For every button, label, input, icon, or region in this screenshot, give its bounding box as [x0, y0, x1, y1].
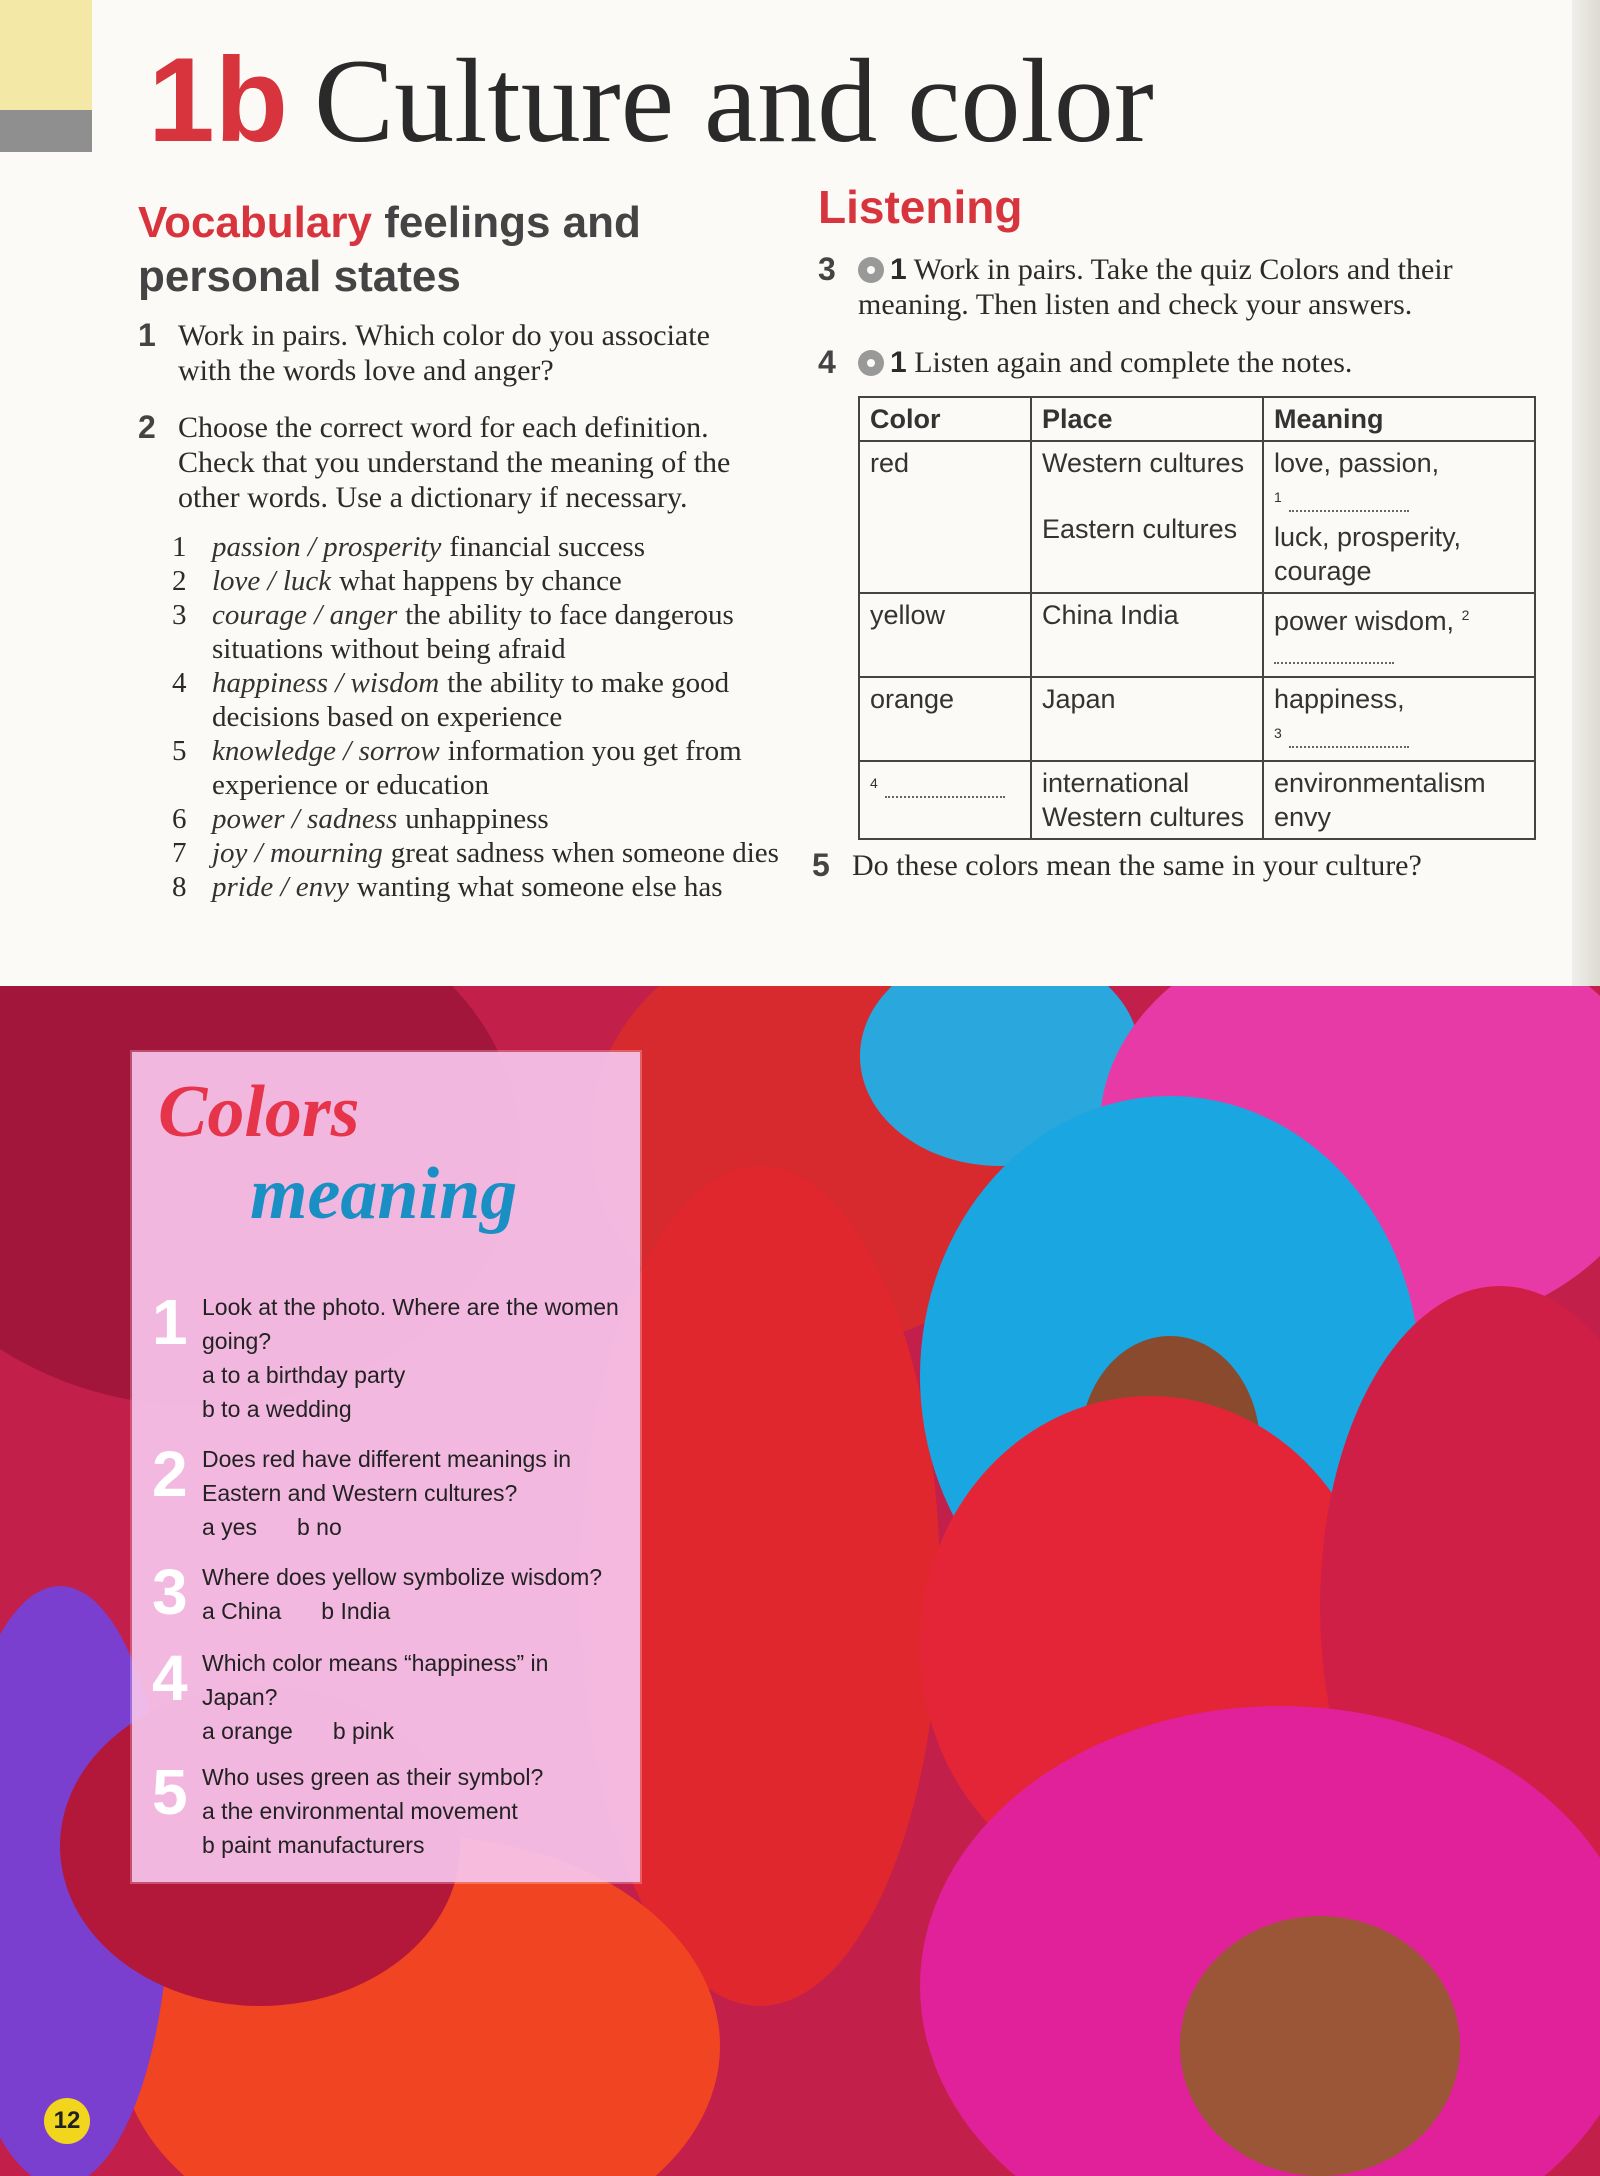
- quiz-question-5: 5 Who uses green as their symbol? a the environmental movement b paint manufacturers: [152, 1756, 544, 1858]
- unit-title: Culture and color: [314, 34, 1154, 167]
- quiz-title-colors: Colors: [158, 1071, 360, 1153]
- list-item: 3 courage / anger the ability to face dangerous situations without being afraid: [172, 599, 734, 665]
- table-row: $^4$ international Western cultures environmentalism envy: [859, 761, 1535, 839]
- answer-blank-3[interactable]: [1289, 726, 1409, 748]
- table-row: red Western cultures Eastern cultures love, passion, $^1$ luck, prosperity, courage: [859, 441, 1535, 593]
- table-row: yellow China India power wisdom, $^2$: [859, 593, 1535, 677]
- answer-blank-2[interactable]: [1274, 642, 1394, 664]
- vocabulary-heading: Vocabulary feelings and personal states: [138, 198, 641, 301]
- unit-number: 1b: [148, 33, 289, 167]
- table-header-row: Color Place Meaning: [859, 397, 1535, 441]
- quiz-panel: [132, 1052, 640, 1882]
- page-spine-shadow: [1572, 0, 1600, 1000]
- list-item: 5 knowledge / sorrow information you get from experience or education: [172, 735, 742, 801]
- list-item: 6 power / sadness unhappiness: [172, 803, 549, 835]
- exercise-4: 4 1 Listen again and complete the notes.: [818, 344, 1353, 380]
- listening-heading: Listening: [818, 181, 1023, 233]
- quiz-question-2: 2 Does red have different meanings in Eastern and Western cultures? a yes b no: [152, 1438, 572, 1540]
- list-item: 1 passion / prosperity financial success: [172, 531, 645, 563]
- answer-blank-4[interactable]: [885, 776, 1005, 798]
- answer-blank-1[interactable]: [1289, 490, 1409, 512]
- quiz-question-4: 4 Which color means “happiness” in Japan? a orange b pink: [152, 1642, 549, 1744]
- notes-table: [858, 396, 1536, 840]
- quiz-title-meaning: meaning: [250, 1153, 518, 1235]
- page-number: 12: [44, 2098, 90, 2144]
- audio-cd-icon: [858, 257, 884, 283]
- audio-cd-icon: [858, 350, 884, 376]
- exercise-1: 1 Work in pairs. Which color do you associate with the words love and anger?: [138, 317, 710, 387]
- exercise-5: 5 Do these colors mean the same in your culture?: [812, 847, 1422, 883]
- corner-tab-yellow: [0, 0, 92, 110]
- list-item: 4 happiness / wisdom the ability to make good decisions based on experience: [172, 667, 730, 733]
- exercise-3: 3 1 Work in pairs. Take the quiz Colors and their meaning. Then listen and check your answers.: [818, 251, 1453, 321]
- list-item: 7 joy / mourning great sadness when someone dies: [172, 837, 779, 869]
- page-title: [148, 33, 1154, 167]
- corner-tab-grey: [0, 110, 92, 152]
- list-item: 2 love / luck what happens by chance: [172, 565, 622, 597]
- quiz-question-3: 3 Where does yellow symbolize wisdom? a China b India: [152, 1556, 603, 1628]
- exercise-2: 2 Choose the correct word for each definition. Check that you understand the meaning of the other words. Use a dictionary if necessary.: [138, 409, 731, 514]
- list-item: 8 pride / envy wanting what someone else has: [172, 871, 723, 903]
- definition-list: [168, 530, 788, 904]
- table-row: orange Japan happiness, $^3$: [859, 677, 1535, 761]
- quiz-question-1: 1 Look at the photo. Where are the women going? a to a birthday party b to a wedding: [152, 1286, 619, 1422]
